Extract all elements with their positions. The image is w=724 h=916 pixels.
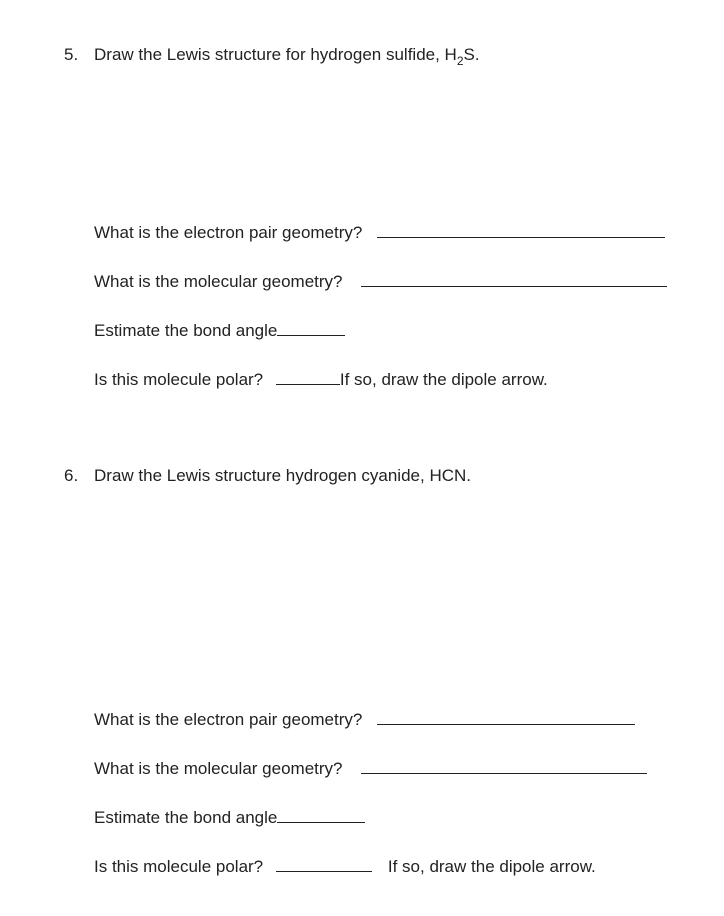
subscript: 2: [456, 54, 464, 68]
polar-answer-line[interactable]: [276, 857, 372, 872]
question-number: 6.: [64, 466, 79, 485]
electron-geometry-answer-line[interactable]: [377, 710, 635, 725]
polar-label: Is this molecule polar?: [94, 857, 264, 876]
q6-bond-angle-row: [94, 808, 365, 828]
bond-angle-label: Estimate the bond angle: [94, 321, 278, 340]
electron-geometry-answer-line[interactable]: [377, 223, 665, 238]
q5-molecular-geometry-row: [94, 272, 667, 292]
bond-angle-answer-line[interactable]: [277, 808, 365, 823]
question-6-prompt: [64, 466, 471, 486]
polar-label: Is this molecule polar?: [94, 370, 264, 389]
q6-molecular-geometry-row: [94, 759, 647, 779]
polar-answer-line[interactable]: [276, 370, 340, 385]
prompt-suffix: S.: [463, 45, 480, 64]
q6-polar-row: [94, 857, 596, 877]
electron-geometry-label: What is the electron pair geometry?: [94, 223, 363, 242]
q6-electron-geometry-row: [94, 710, 635, 730]
bond-angle-answer-line[interactable]: [277, 321, 345, 336]
prompt-text: Draw the Lewis structure hydrogen cyanide, HCN.: [94, 466, 471, 485]
question-number: 5.: [64, 45, 79, 64]
electron-geometry-label: What is the electron pair geometry?: [94, 710, 363, 729]
molecular-geometry-answer-line[interactable]: [361, 272, 667, 287]
q5-bond-angle-row: [94, 321, 345, 341]
dipole-label: If so, draw the dipole arrow.: [387, 857, 596, 876]
bond-angle-label: Estimate the bond angle: [94, 808, 278, 827]
question-5-prompt: [64, 45, 480, 66]
molecular-geometry-label: What is the molecular geometry?: [94, 272, 343, 291]
molecular-geometry-answer-line[interactable]: [361, 759, 647, 774]
q5-electron-geometry-row: [94, 223, 665, 243]
prompt-text: Draw the Lewis structure for hydrogen sulfide, H: [94, 45, 457, 64]
dipole-label: If so, draw the dipole arrow.: [339, 370, 548, 389]
molecular-geometry-label: What is the molecular geometry?: [94, 759, 343, 778]
q5-polar-row: [94, 370, 548, 390]
